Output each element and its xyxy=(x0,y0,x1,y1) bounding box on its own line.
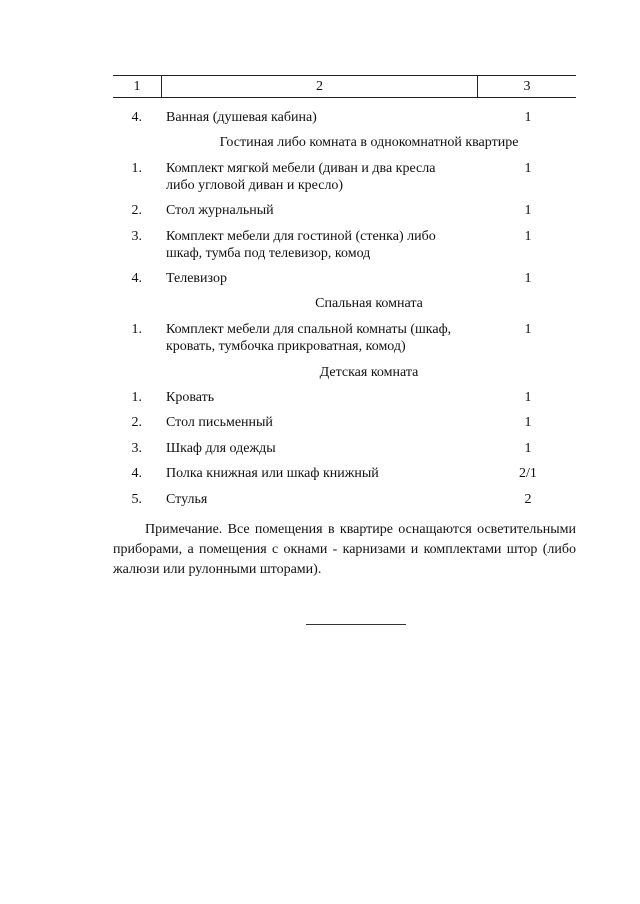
row-number: 1. xyxy=(131,161,142,176)
row-quantity: 1 xyxy=(524,390,532,405)
closing-divider-line xyxy=(306,624,406,625)
row-quantity: 1 xyxy=(524,271,532,286)
section-heading-kids: Детская комната xyxy=(319,365,419,380)
row-quantity: 1 xyxy=(524,161,532,176)
row-number: 4. xyxy=(131,110,142,125)
row-description: Стол журнальный xyxy=(166,203,274,218)
row-number: 3. xyxy=(131,441,142,456)
row-description: Шкаф для одежды xyxy=(166,441,276,456)
row-quantity: 1 xyxy=(524,110,532,125)
row-quantity: 1 xyxy=(524,322,532,337)
row-description: Кровать xyxy=(166,390,215,405)
row-description: Стол письменный xyxy=(166,415,273,430)
row-number: 4. xyxy=(131,466,142,481)
section-heading-living: Гостиная либо комната в однокомнатной квартире xyxy=(219,135,519,150)
row-number: 2. xyxy=(131,415,142,430)
row-description: Ванная (душевая кабина) xyxy=(166,110,317,125)
table-top-border xyxy=(113,75,576,76)
table-header-col-3: 3 xyxy=(523,79,531,94)
row-number: 4. xyxy=(131,271,142,286)
row-description: Телевизор xyxy=(166,271,227,286)
row-quantity: 1 xyxy=(524,229,532,244)
section-heading-bedroom: Спальная комната xyxy=(315,296,423,311)
row-number: 1. xyxy=(131,390,142,405)
row-description-line-1: Комплект мягкой мебели (диван и два кресла xyxy=(166,161,436,176)
row-description-line-2: кровать, тумбочка прикроватная, комод) xyxy=(166,339,406,354)
row-description-line-1: Комплект мебели для гостиной (стенка) либо xyxy=(166,229,436,244)
table-header-col-1: 1 xyxy=(133,79,141,94)
row-description-line-2: шкаф, тумба под телевизор, комод xyxy=(166,246,371,261)
row-quantity: 1 xyxy=(524,415,532,430)
row-description: Полка книжная или шкаф книжный xyxy=(166,466,379,481)
row-quantity: 1 xyxy=(524,203,532,218)
table-header-bottom-border xyxy=(113,97,576,98)
row-number: 5. xyxy=(131,492,142,507)
row-description-line-2: либо угловой диван и кресло) xyxy=(166,178,344,193)
row-description-line-1: Комплект мебели для спальной комнаты (шкаф, xyxy=(166,322,452,337)
row-quantity: 2/1 xyxy=(519,466,537,481)
row-number: 1. xyxy=(131,322,142,337)
row-description: Стулья xyxy=(166,492,208,507)
row-quantity: 1 xyxy=(524,441,532,456)
row-quantity: 2 xyxy=(524,492,532,507)
table-header-col-2: 2 xyxy=(316,79,323,94)
row-number: 3. xyxy=(131,229,142,244)
row-number: 2. xyxy=(131,203,142,218)
note-paragraph: Примечание. Все помещения в квартире оснащаются осветительными приборами, а помещения с окнами - карнизами и комплектами штор (либо жалюзи или рулонными шторами). xyxy=(113,522,576,577)
